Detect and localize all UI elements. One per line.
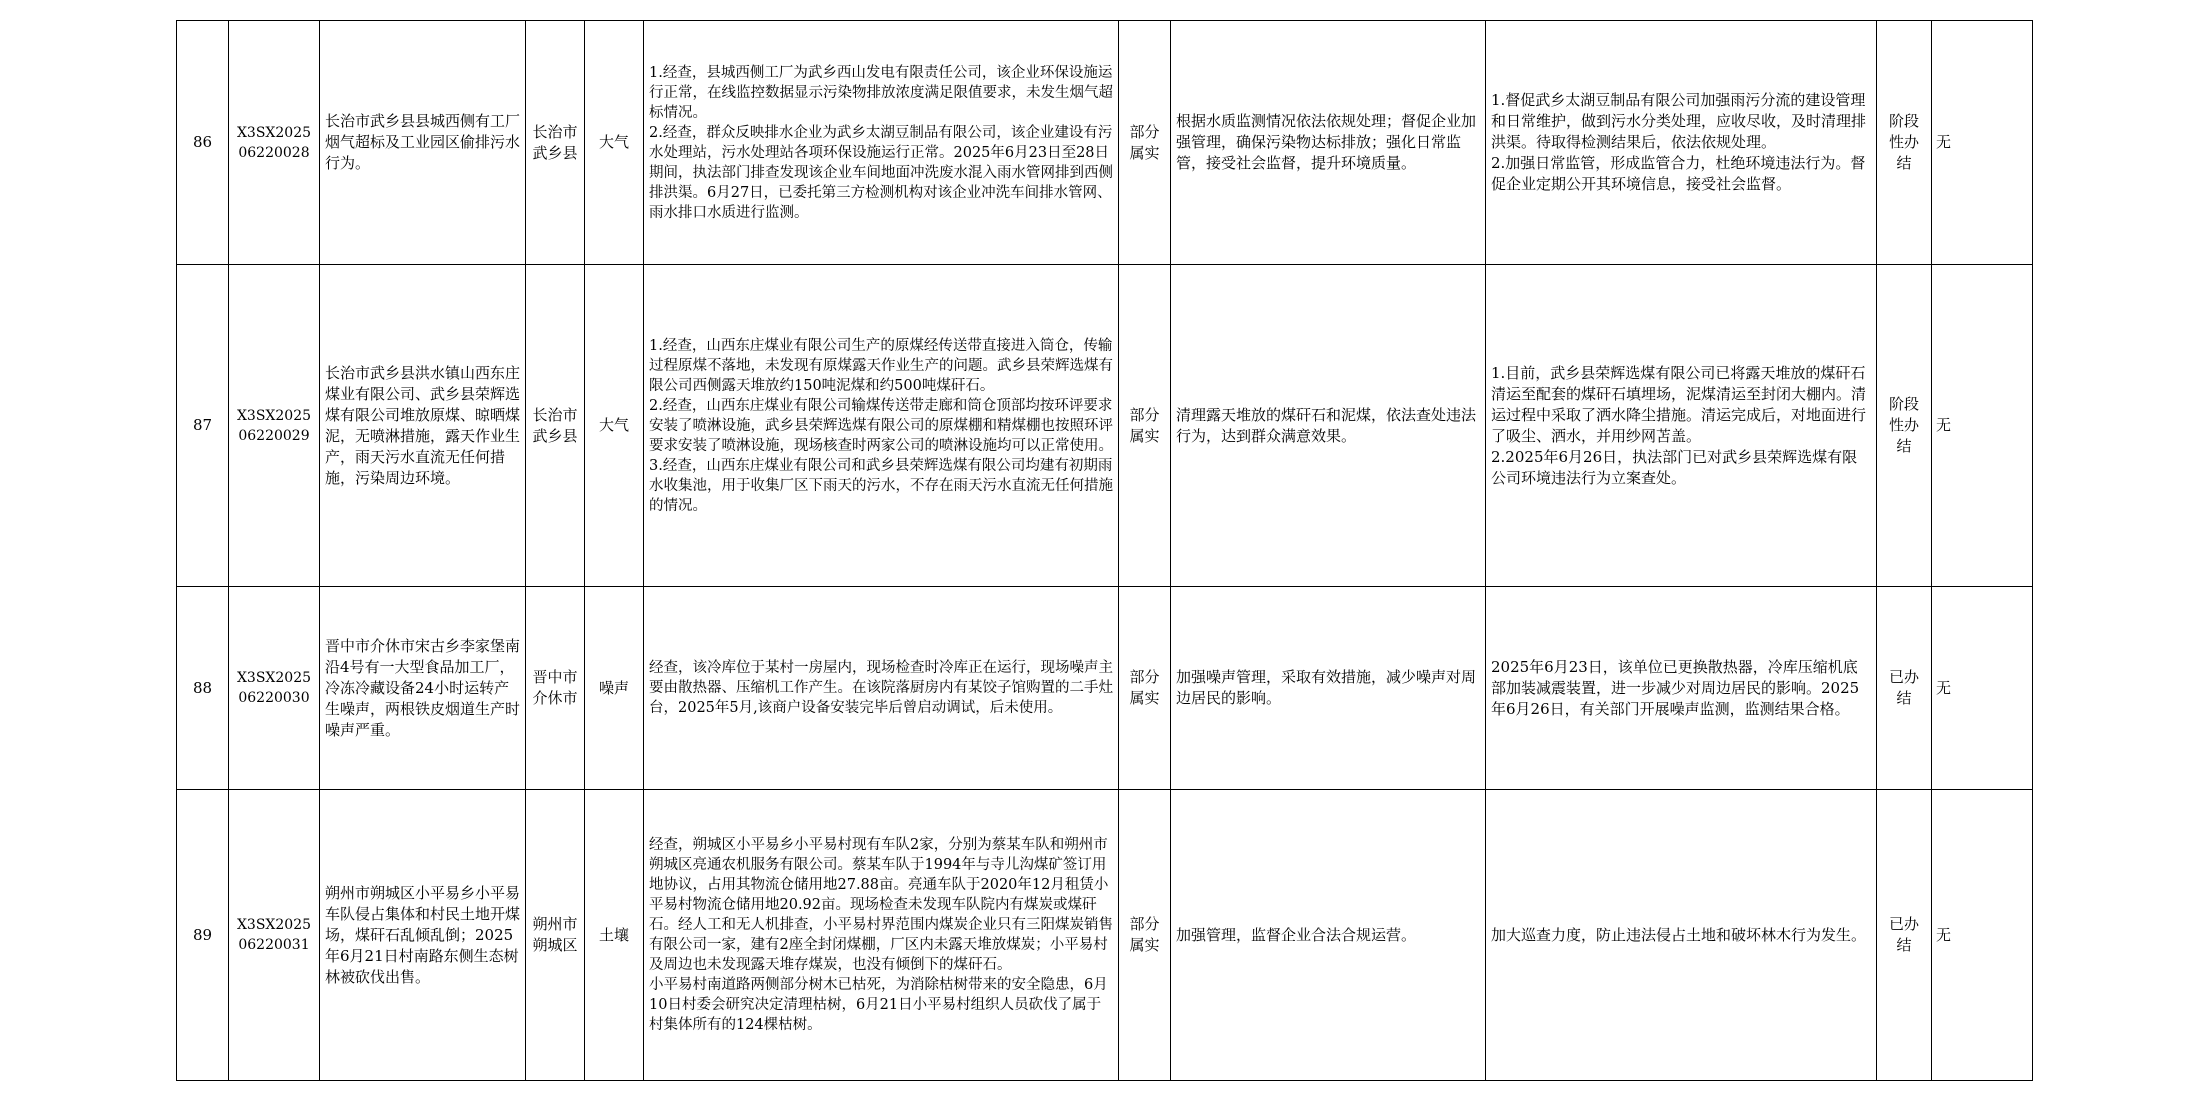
table-row [177,790,2033,1081]
row-index: 88 [177,587,229,790]
investigation-detail [644,790,1119,1081]
complaint-region: 晋中市介休市 [526,587,585,790]
result-paragraph: 加大巡查力度，防止违法侵占土地和破坏林木行为发生。 [1491,925,1867,944]
complaint-issue: 朔州市朔城区小平易乡小平易车队侵占集体和村民土地开煤场，煤矸石乱倾乱倒；2025年6月21日村南路东侧生态树林被砍伐出售。 [320,790,526,1081]
table-row [177,21,2033,265]
completion-status: 已办结 [1877,587,1932,790]
complaint-issue: 晋中市介休市宋古乡李家堡南沿4号有一大型食品加工厂，冷冻冷藏设备24小时运转产生噪声，两根铁皮烟道生产时噪声严重。 [320,587,526,790]
investigation-detail [644,21,1119,265]
accountability: 无 [1932,790,2033,1081]
detail-paragraph: 小平易村南道路两侧部分树木已枯死，为消除枯树带来的安全隐患，6月10日村委会研究决定清理枯树，6月21日小平易村组织人员砍伐了属于村集体所有的124棵枯树。 [649,977,1108,1033]
detail-paragraph: 1.经查，县城西侧工厂为武乡西山发电有限责任公司，该企业环保设施运行正常，在线监控数据显示污染物排放浓度满足限值要求，未发生烟气超标情况。 [649,64,1113,121]
detail-paragraph: 经查，该冷库位于某村一房屋内，现场检查时冷库正在运行，现场噪声主要由散热器、压缩机工作产生。在该院落厨房内有某饺子馆购置的二手灶台，2025年5月,该商户设备安装完毕后曾启动调试，后未使用。 [649,660,1113,716]
completion-status: 阶段性办结 [1877,21,1932,265]
detail-paragraph: 经查，朔城区小平易乡小平易村现有车队2家，分别为蔡某车队和朔州市朔城区亮通农机服务有限公司。蔡某车队于1994年与寺儿沟煤矿签订用地协议，占用其物流仓储用地27.88亩。亮通车队于2020年12月租赁小平易村物流仓储用地20.92亩。现场检查未发现车队院内有煤炭或煤矸石。经人工和无人机排查，小平易村界范围内煤炭企业只有三阳煤炭销售有限公司一家，建有2座全封闭煤棚，厂区内未露天堆放煤炭；小平易村及周边也未发现露天堆存煤炭，也没有倾倒下的煤矸石。 [649,837,1113,973]
rectification-result [1486,790,1877,1081]
completion-status: 阶段性办结 [1877,265,1932,587]
complaint-issue: 长治市武乡县洪水镇山西东庄煤业有限公司、武乡县荣辉选煤有限公司堆放原煤、晾晒煤泥，无喷淋措施，露天作业生产，雨天污水直流无任何措施，污染周边环境。 [320,265,526,587]
row-index: 86 [177,21,229,265]
accountability: 无 [1932,587,2033,790]
accountability: 无 [1932,21,2033,265]
row-index: 89 [177,790,229,1081]
result-paragraph: 2.2025年6月26日，执法部门已对武乡县荣辉选煤有限公司环境违法行为立案查处。 [1491,447,1858,487]
complaint-code: X3SX202506220028 [229,21,320,265]
pollution-type: 大气 [585,21,644,265]
result-paragraph: 1.目前，武乡县荣辉选煤有限公司已将露天堆放的煤矸石清运至配套的煤矸石填埋场，泥煤清运至封闭大棚内。清运过程中采取了洒水降尘措施。清运完成后，对地面进行了吸尘、洒水，并用纱网苫盖。 [1491,363,1867,445]
result-paragraph: 1.督促武乡太湖豆制品有限公司加强雨污分流的建设管理和日常维护，做到污水分类处理，应收尽收，及时清理排洪渠。待取得检测结果后，依法依规处理。 [1491,91,1867,151]
pollution-type: 大气 [585,265,644,587]
detail-paragraph: 2.经查，群众反映排水企业为武乡太湖豆制品有限公司，该企业建设有污水处理站，污水处理站各项环保设施运行正常。2025年6月23日至28日期间，执法部门排查发现该企业车间地面冲洗废水混入雨水管网排到西侧排洪渠。6月27日，已委托第三方检测机构对该企业冲洗车间排水管网、雨水排口水质进行监测。 [649,124,1113,221]
finding-status: 部分属实 [1119,587,1171,790]
complaint-issue: 长治市武乡县县城西侧有工厂烟气超标及工业园区偷排污水行为。 [320,21,526,265]
complaint-region: 长治市武乡县 [526,265,585,587]
handling-opinion: 加强管理，监督企业合法合规运营。 [1171,790,1486,1081]
completion-status: 已办结 [1877,790,1932,1081]
pollution-type: 噪声 [585,587,644,790]
complaint-region: 长治市武乡县 [526,21,585,265]
rectification-result [1486,21,1877,265]
detail-paragraph: 2.经查，山西东庄煤业有限公司输煤传送带走廊和筒仓顶部均按环评要求安装了喷淋设施，武乡县荣辉选煤有限公司的原煤棚和精煤棚也按照环评要求安装了喷淋设施，现场核查时两家公司的喷淋设施均可以正常使用。 [649,397,1113,454]
handling-opinion: 清理露天堆放的煤矸石和泥煤，依法查处违法行为，达到群众满意效果。 [1171,265,1486,587]
complaint-code: X3SX202506220030 [229,587,320,790]
investigation-detail [644,587,1119,790]
complaint-code: X3SX202506220031 [229,790,320,1081]
finding-status: 部分属实 [1119,790,1171,1081]
complaint-code: X3SX202506220029 [229,265,320,587]
finding-status: 部分属实 [1119,265,1171,587]
accountability: 无 [1932,265,2033,587]
detail-paragraph: 3.经查，山西东庄煤业有限公司和武乡县荣辉选煤有限公司均建有初期雨水收集池，用于收集厂区下雨天的污水，不存在雨天污水直流无任何措施的情况。 [649,457,1113,514]
complaint-table [176,20,2033,1081]
finding-status: 部分属实 [1119,21,1171,265]
rectification-result [1486,587,1877,790]
row-index: 87 [177,265,229,587]
handling-opinion: 根据水质监测情况依法依规处理；督促企业加强管理，确保污染物达标排放；强化日常监管，接受社会监督，提升环境质量。 [1171,21,1486,265]
result-paragraph: 2.加强日常监管，形成监管合力，杜绝环境违法行为。督促企业定期公开其环境信息，接受社会监督。 [1491,154,1866,193]
table-row [177,587,2033,790]
rectification-result [1486,265,1877,587]
pollution-type: 土壤 [585,790,644,1081]
handling-opinion: 加强噪声管理，采取有效措施，减少噪声对周边居民的影响。 [1171,587,1486,790]
complaint-region: 朔州市朔城区 [526,790,585,1081]
table-row [177,265,2033,587]
detail-paragraph: 1.经查，山西东庄煤业有限公司生产的原煤经传送带直接进入筒仓，传输过程原煤不落地，未发现有原煤露天作业生产的问题。武乡县荣辉选煤有限公司西侧露天堆放约150吨泥煤和约500吨煤矸石。 [649,337,1113,394]
result-paragraph: 2025年6月23日，该单位已更换散热器，冷库压缩机底部加装减震装置，进一步减少对周边居民的影响。2025年6月26日，有关部门开展噪声监测，监测结果合格。 [1491,657,1860,718]
investigation-detail [644,265,1119,587]
